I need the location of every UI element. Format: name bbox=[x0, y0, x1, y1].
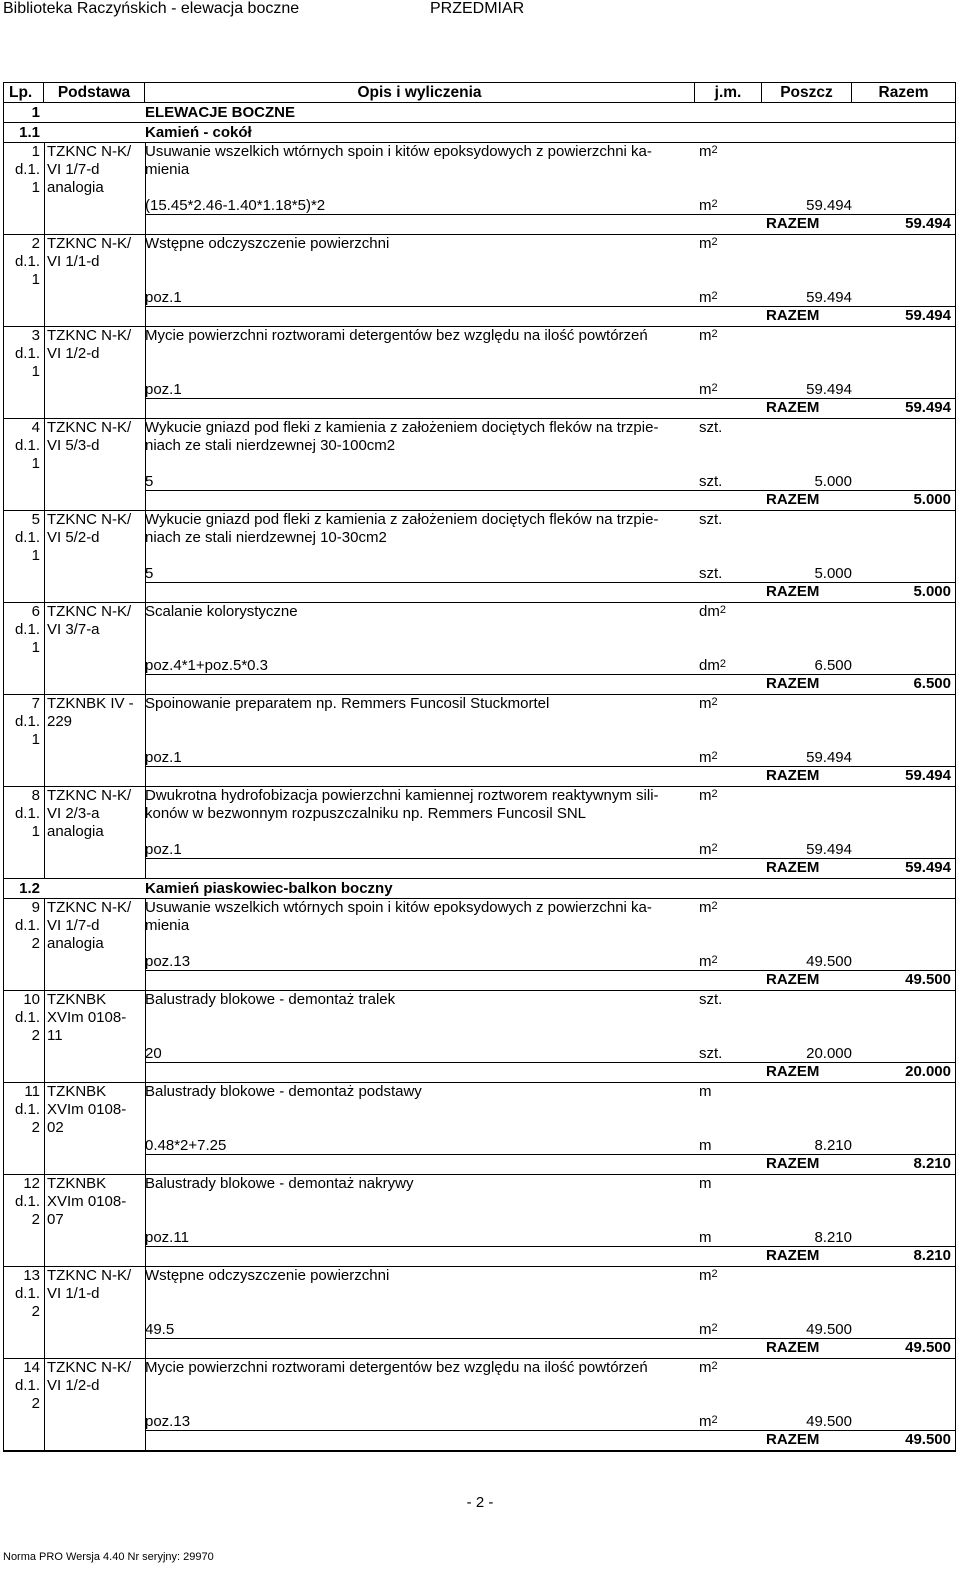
position-code: TZKNC N-K/ VI 1/7-d analogia bbox=[47, 899, 132, 952]
position-lp: 1 d.1. 1 bbox=[14, 143, 40, 196]
calc-value: 8.210 bbox=[814, 1229, 852, 1246]
position-lp: 8 d.1. 1 bbox=[14, 787, 40, 840]
total-value: 5.000 bbox=[913, 491, 951, 508]
calc-expression: 0.48*2+7.25 bbox=[145, 1137, 227, 1154]
calc-unit: $m^2$ bbox=[699, 841, 718, 858]
calc-unit: $m^2$ bbox=[699, 749, 718, 766]
position-item bbox=[4, 991, 955, 1083]
col-lp: Lp. bbox=[4, 83, 44, 102]
section-number: 1.2 bbox=[19, 880, 40, 897]
calc-value: 20.000 bbox=[806, 1045, 852, 1062]
section-row bbox=[4, 879, 955, 899]
calc-value: 5.000 bbox=[814, 473, 852, 490]
position-unit: szt. bbox=[699, 419, 723, 436]
calc-expression: poz.1 bbox=[145, 749, 182, 766]
position-item bbox=[4, 695, 955, 787]
position-unit: $m^2$ bbox=[699, 695, 718, 712]
position-code: TZKNBK XVIm 0108- 11 bbox=[47, 991, 127, 1044]
position-item bbox=[4, 1083, 955, 1175]
total-value: 59.494 bbox=[905, 307, 951, 324]
position-description: Balustrady blokowe - demontaż tralek bbox=[145, 991, 396, 1008]
calc-expression: 20 bbox=[145, 1045, 162, 1062]
document-title: Biblioteka Raczyńskich - elewacja boczne bbox=[3, 0, 300, 17]
total-label: RAZEM bbox=[766, 215, 820, 232]
calc-value: 6.500 bbox=[814, 657, 852, 674]
position-item bbox=[4, 899, 955, 991]
position-code: TZKNC N-K/ VI 3/7-a bbox=[47, 603, 132, 638]
position-item bbox=[4, 327, 955, 419]
position-code: TZKNC N-K/ VI 1/1-d bbox=[47, 235, 132, 270]
position-lp: 10 d.1. 2 bbox=[14, 991, 40, 1044]
calc-unit: $m^2$ bbox=[699, 953, 718, 970]
total-label: RAZEM bbox=[766, 583, 820, 600]
total-value: 59.494 bbox=[905, 859, 951, 876]
calc-value: 49.500 bbox=[806, 1321, 852, 1338]
calc-expression: 5 bbox=[145, 473, 154, 490]
total-value: 49.500 bbox=[905, 1339, 951, 1356]
position-unit: $m^2$ bbox=[699, 143, 718, 160]
calc-unit: m bbox=[699, 1229, 712, 1246]
total-label: RAZEM bbox=[766, 399, 820, 416]
calc-unit: $m^2$ bbox=[699, 197, 718, 214]
position-description: Wstępne odczyszczenie powierzchni bbox=[145, 235, 390, 252]
position-code: TZKNBK XVIm 0108- 07 bbox=[47, 1175, 127, 1228]
total-value: 49.500 bbox=[905, 971, 951, 988]
total-label: RAZEM bbox=[766, 1063, 820, 1080]
col-razem: Razem bbox=[878, 84, 929, 101]
calc-expression: poz.4*1+poz.5*0.3 bbox=[145, 657, 269, 674]
position-lp: 11 d.1. 2 bbox=[14, 1083, 40, 1136]
position-lp: 2 d.1. 1 bbox=[14, 235, 40, 288]
calc-value: 59.494 bbox=[806, 381, 852, 398]
total-value: 59.494 bbox=[905, 399, 951, 416]
position-item bbox=[4, 1359, 955, 1451]
position-description: Mycie powierzchni roztworami detergentów bez względu na ilość powtórzeń bbox=[145, 1359, 648, 1376]
total-value: 5.000 bbox=[913, 583, 951, 600]
calc-unit: $m^2$ bbox=[699, 1321, 718, 1338]
position-unit: $m^2$ bbox=[699, 1359, 718, 1376]
calc-value: 59.494 bbox=[806, 197, 852, 214]
section-row bbox=[4, 123, 955, 143]
calc-unit: $m^2$ bbox=[699, 1413, 718, 1430]
table-header bbox=[4, 83, 955, 103]
calc-unit: $dm^2$ bbox=[699, 657, 726, 674]
position-item bbox=[4, 419, 955, 511]
calc-expression: 49.5 bbox=[145, 1321, 175, 1338]
position-unit: szt. bbox=[699, 511, 723, 528]
position-unit: $m^2$ bbox=[699, 899, 718, 916]
position-item bbox=[4, 787, 955, 879]
total-value: 59.494 bbox=[905, 215, 951, 232]
calc-expression: poz.1 bbox=[145, 381, 182, 398]
position-code: TZKNC N-K/ VI 1/2-d bbox=[47, 327, 132, 362]
total-label: RAZEM bbox=[766, 1339, 820, 1356]
position-description: Wykucie gniazd pod fleki z kamienia z założeniem dociętych fleków na trzpie- niach ze stali nierdzewnej 10-30cm2 bbox=[145, 511, 659, 546]
total-label: RAZEM bbox=[766, 1431, 820, 1448]
calc-expression: 5 bbox=[145, 565, 154, 582]
calc-value: 59.494 bbox=[806, 749, 852, 766]
col-jm: j.m. bbox=[695, 83, 762, 102]
position-unit: $dm^2$ bbox=[699, 603, 726, 620]
position-lp: 5 d.1. 1 bbox=[14, 511, 40, 564]
position-item bbox=[4, 235, 955, 327]
total-value: 6.500 bbox=[913, 675, 951, 692]
calc-expression: poz.1 bbox=[145, 289, 182, 306]
calc-value: 59.494 bbox=[806, 841, 852, 858]
position-lp: 7 d.1. 1 bbox=[14, 695, 40, 748]
position-description: Mycie powierzchni roztworami detergentów bez względu na ilość powtórzeń bbox=[145, 327, 648, 344]
total-label: RAZEM bbox=[766, 1155, 820, 1172]
position-code: TZKNBK IV - 229 bbox=[47, 695, 134, 730]
position-code: TZKNC N-K/ VI 1/1-d bbox=[47, 1267, 132, 1302]
calc-value: 8.210 bbox=[814, 1137, 852, 1154]
position-unit: $m^2$ bbox=[699, 235, 718, 252]
position-code: TZKNC N-K/ VI 5/2-d bbox=[47, 511, 132, 546]
position-description: Usuwanie wszelkich wtórnych spoin i kitów epoksydowych z powierzchni ka- mienia bbox=[145, 143, 652, 178]
col-opis: Opis i wyliczenia bbox=[145, 83, 695, 102]
root-section-name: ELEWACJE BOCZNE bbox=[145, 104, 296, 121]
cost-table bbox=[3, 82, 956, 1452]
position-unit: m bbox=[699, 1083, 712, 1100]
total-label: RAZEM bbox=[766, 307, 820, 324]
position-lp: 6 d.1. 1 bbox=[14, 603, 40, 656]
calc-value: 59.494 bbox=[806, 289, 852, 306]
calc-unit: szt. bbox=[699, 1045, 723, 1062]
position-description: Balustrady blokowe - demontaż nakrywy bbox=[145, 1175, 414, 1192]
position-unit: $m^2$ bbox=[699, 327, 718, 344]
position-lp: 12 d.1. 2 bbox=[14, 1175, 40, 1228]
calc-value: 49.500 bbox=[806, 1413, 852, 1430]
position-code: TZKNC N-K/ VI 1/7-d analogia bbox=[47, 143, 132, 196]
position-item bbox=[4, 1267, 955, 1359]
page-number: - 2 - bbox=[466, 1494, 494, 1511]
total-label: RAZEM bbox=[766, 491, 820, 508]
root-section-number: 1 bbox=[31, 104, 40, 121]
calc-value: 49.500 bbox=[806, 953, 852, 970]
calc-expression: poz.13 bbox=[145, 1413, 191, 1430]
col-poszcz: Poszcz bbox=[762, 83, 852, 102]
position-code: TZKNBK XVIm 0108- 02 bbox=[47, 1083, 127, 1136]
footer-text: Norma PRO Wersja 4.40 Nr seryjny: 29970 bbox=[3, 1551, 214, 1563]
total-value: 8.210 bbox=[913, 1247, 951, 1264]
calc-expression: poz.13 bbox=[145, 953, 191, 970]
root-section-row bbox=[4, 103, 955, 123]
calc-unit: $m^2$ bbox=[699, 289, 718, 306]
total-value: 20.000 bbox=[905, 1063, 951, 1080]
section-number: 1.1 bbox=[19, 124, 40, 141]
position-description: Wstępne odczyszczenie powierzchni bbox=[145, 1267, 390, 1284]
calc-expression: poz.1 bbox=[145, 841, 182, 858]
total-label: RAZEM bbox=[766, 767, 820, 784]
col-podstawa: Podstawa bbox=[44, 83, 145, 102]
total-label: RAZEM bbox=[766, 971, 820, 988]
position-item bbox=[4, 603, 955, 695]
total-label: RAZEM bbox=[766, 675, 820, 692]
position-item bbox=[4, 511, 955, 603]
calc-unit: $m^2$ bbox=[699, 381, 718, 398]
position-description: Wykucie gniazd pod fleki z kamienia z założeniem dociętych fleków na trzpie- niach ze stali nierdzewnej 30-100cm2 bbox=[145, 419, 659, 454]
position-code: TZKNC N-K/ VI 2/3-a analogia bbox=[47, 787, 132, 840]
position-lp: 9 d.1. 2 bbox=[14, 899, 40, 952]
position-description: Scalanie kolorystyczne bbox=[145, 603, 298, 620]
position-unit: szt. bbox=[699, 991, 723, 1008]
calc-unit: m bbox=[699, 1137, 712, 1154]
total-value: 59.494 bbox=[905, 767, 951, 784]
calc-unit: szt. bbox=[699, 565, 723, 582]
total-label: RAZEM bbox=[766, 1247, 820, 1264]
position-description: Usuwanie wszelkich wtórnych spoin i kitów epoksydowych z powierzchni ka- mienia bbox=[145, 899, 652, 934]
total-value: 49.500 bbox=[905, 1431, 951, 1448]
position-code: TZKNC N-K/ VI 5/3-d bbox=[47, 419, 132, 454]
total-label: RAZEM bbox=[766, 859, 820, 876]
section-name: Kamień piaskowiec-balkon boczny bbox=[145, 880, 393, 897]
calc-expression: poz.11 bbox=[145, 1229, 189, 1246]
position-description: Spoinowanie preparatem np. Remmers Funcosil Stuckmortel bbox=[145, 695, 550, 712]
position-lp: 4 d.1. 1 bbox=[14, 419, 40, 472]
position-code: TZKNC N-K/ VI 1/2-d bbox=[47, 1359, 132, 1394]
position-description: Balustrady blokowe - demontaż podstawy bbox=[145, 1083, 422, 1100]
position-lp: 13 d.1. 2 bbox=[14, 1267, 40, 1320]
position-item bbox=[4, 143, 955, 235]
section-name: Kamień - cokół bbox=[145, 124, 252, 141]
total-value: 8.210 bbox=[913, 1155, 951, 1172]
position-unit: $m^2$ bbox=[699, 787, 718, 804]
position-unit: m bbox=[699, 1175, 712, 1192]
calc-unit: szt. bbox=[699, 473, 723, 490]
position-lp: 14 d.1. 2 bbox=[14, 1359, 40, 1412]
calc-value: 5.000 bbox=[814, 565, 852, 582]
position-lp: 3 d.1. 1 bbox=[14, 327, 40, 380]
position-description: Dwukrotna hydrofobizacja powierzchni kamiennej roztworem reaktywnym sili- konów w bezwonnym rozpuszczalniku np. Remmers Funcosil SNL bbox=[145, 787, 659, 822]
calc-expression: (15.45*2.46-1.40*1.18*5)*2 bbox=[145, 197, 326, 214]
position-item bbox=[4, 1175, 955, 1267]
position-unit: $m^2$ bbox=[699, 1267, 718, 1284]
document-type: PRZEDMIAR bbox=[430, 0, 525, 17]
